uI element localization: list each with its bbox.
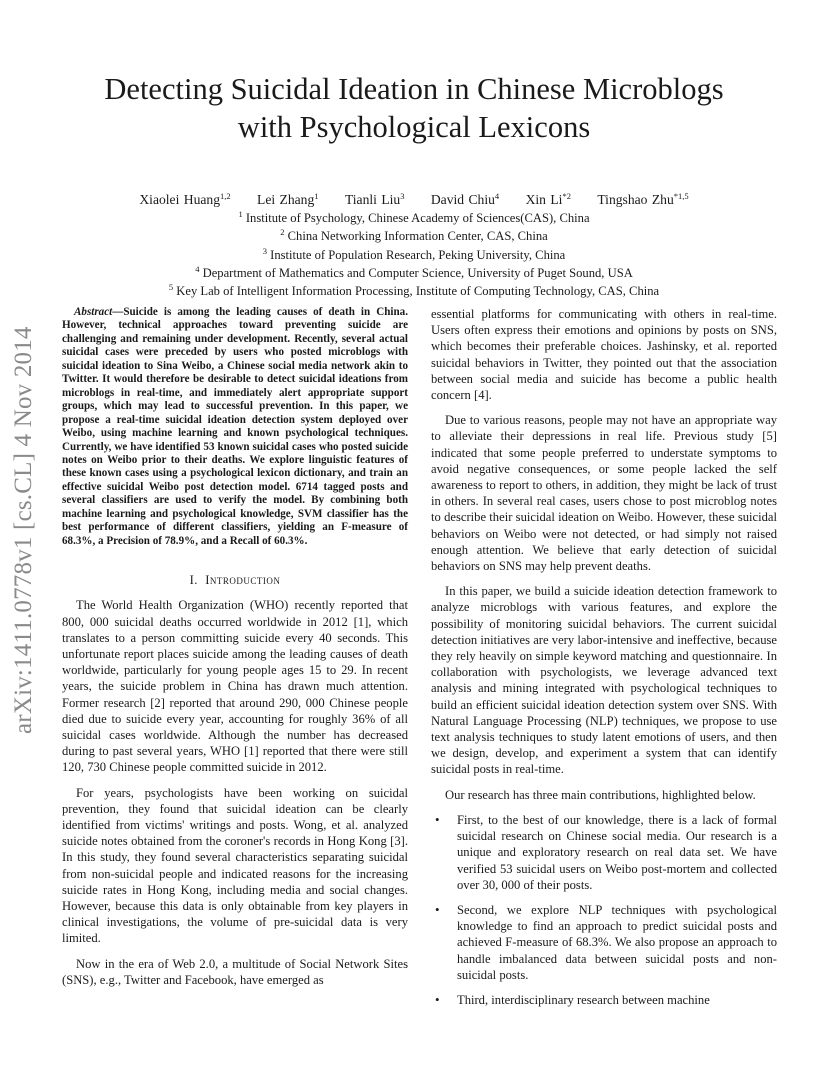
affiliation-number: 4 xyxy=(195,263,200,274)
paragraph: For years, psychologists have been working on suicidal prevention, they found that suicidal ideation can be clearly identified from victims' writings and posts. Wong, et al. analyzed suicide notes obtained from the coroner's records in Hong Kong [3]. In this study, they found several characteristics separating suicidal from non-suicidal people and indicated reasons for the increasing suicide rates in Hong Kong, including media and social changes. However, because this data is only obtainable from key players in clinical investigations, the volume of pre-suicidal data is very limited. xyxy=(62,785,408,946)
affiliation-list xyxy=(60,209,768,300)
section-numeral: I. xyxy=(189,573,198,588)
affiliation xyxy=(60,282,768,300)
affiliation-number: 2 xyxy=(280,227,285,238)
affiliation xyxy=(60,246,768,264)
arxiv-identifier-stamp: arXiv:1411.0778v1 [cs.CL] 4 Nov 2014 xyxy=(10,326,37,734)
list-item-text: First, to the best of our knowledge, there is a lack of formal suicidal research on Chinese social media. Our research is a unique and exploratory research on real data set. We have verified 53 suicidal users on Weibo post-mortem and collected over 30, 000 of their posts. xyxy=(457,812,777,892)
affiliation-text: Key Lab of Intelligent Information Processing, Institute of Computing Technology, CAS, China xyxy=(176,284,660,299)
paper-title xyxy=(60,70,768,146)
author-name: Xiaolei Huang xyxy=(139,192,220,207)
author-affiliation-mark: 1,2 xyxy=(220,191,231,201)
contributions-list xyxy=(431,812,777,1008)
paper-title-line: Detecting Suicidal Ideation in Chinese Microblogs xyxy=(104,72,724,106)
affiliation xyxy=(60,264,768,282)
list-item xyxy=(435,811,777,893)
bullet-icon: • xyxy=(435,991,440,1007)
list-item-text: Third, interdisciplinary research between machine xyxy=(457,992,710,1007)
affiliation-number: 5 xyxy=(168,282,174,293)
affiliation-text: Institute of Psychology, Chinese Academy of Sciences(CAS), China xyxy=(245,211,590,225)
author xyxy=(345,192,405,207)
author-name: Tingshao Zhu xyxy=(597,192,674,207)
author-name: Lei Zhang xyxy=(257,192,315,207)
author xyxy=(139,192,230,207)
author xyxy=(431,192,499,207)
affiliation-text: Department of Mathematics and Computer Science, University of Puget Sound, USA xyxy=(202,265,633,280)
list-item-text: Second, we explore NLP techniques with psychological knowledge to find an approach to predict suicidal posts and achieved F-measure of 68.3%. We also propose an approach to handle imbalanced data between suicidal posts and non-suicidal posts. xyxy=(457,902,777,982)
abstract-label: Abstract xyxy=(74,306,113,318)
bullet-icon: • xyxy=(435,901,440,917)
section-title: Introduction xyxy=(205,573,281,588)
author-affiliation-mark: *2 xyxy=(562,191,571,201)
author xyxy=(597,192,688,207)
author-affiliation-mark: 1 xyxy=(314,191,319,201)
paragraph: Due to various reasons, people may not have an appropriate way to alleviate their depressions in real life. Previous study [5] indicated that some people preferred to understate symptoms to avoid negative consequences, or some people lacked the self awareness to report to others, in addition, they might be lack of trust in others. In several real cases, users chose to post microblog notes to describe their suicidal ideation on Weibo. However, these suicidal behaviors on Weibo were not detected, or had simply not raised enough attention. We believe that early detection of suicidal behaviors on SNS may help prevent deaths. xyxy=(431,413,777,574)
author-list xyxy=(60,191,768,208)
left-column xyxy=(62,306,408,997)
affiliation-number: 3 xyxy=(262,245,267,256)
author-affiliation-mark: *1,5 xyxy=(673,191,689,201)
affiliation-text: China Networking Information Center, CAS, China xyxy=(287,229,548,244)
author-affiliation-mark: 4 xyxy=(494,191,500,201)
right-column xyxy=(431,306,777,1017)
affiliation xyxy=(60,209,768,227)
author-name: David Chiu xyxy=(430,192,495,207)
author-name: Tianli Liu xyxy=(344,192,401,207)
author-name: Xin Li xyxy=(525,192,563,207)
abstract-dash: — xyxy=(112,306,124,318)
abstract xyxy=(62,306,408,548)
paragraph: essential platforms for communicating with others in real-time. Users often express their emotions and opinions by posts on SNS, which becomes their preferable choices. Jashinsky, et al. reported suicidal behaviors in Twitter, they pointed out that the association between social media and suicide has become a public health concern [4]. xyxy=(431,307,777,403)
bullet-icon: • xyxy=(435,811,440,827)
paragraph: In this paper, we build a suicide ideation detection framework to analyze microblogs with various features, and explore the possibility of monitoring suicidal behaviors. The current suicidal detection initiatives are very labor-intensive and ineffective, because they rely heavily on simple keyword matching and questionnaire. In collaboration with psychologists, we leverage advanced text analysis and mining integrated with psychological techniques to build an efficient suicidal ideation detection system over SNS. With Natural Language Processing (NLP) techniques, we propose to use text analysis techniques to study latent emotions of users, and then we design, develop, and experiment a system that can identify suicidal posts in real-time. xyxy=(431,584,777,777)
author-affiliation-mark: 3 xyxy=(400,191,405,201)
author xyxy=(257,192,319,207)
section-heading-introduction xyxy=(62,572,408,588)
paper-title-line: with Psychological Lexicons xyxy=(237,110,591,144)
paragraph: The World Health Organization (WHO) recently reported that 800, 000 suicidal deaths occurred worldwide in 2012 [1], which translates to a person committing suicide every 40 seconds. This unfortunate report places suicide among the leading causes of death worldwide, particularly for young people ages 15 to 29. In recent years, the suicide problem in China has drawn much attention. Former research [2] reported that around 290, 000 Chinese people died due to suicide every year, accounting for roughly 36% of all suicidal cases worldwide. Although the number has decreased during to past several years, WHO [1] reported that there were still 120, 730 Chinese people committed suicide in 2012. xyxy=(62,598,408,775)
abstract-text: Suicide is among the leading causes of death in China. However, technical approaches toward preventing suicide are challenging and remaining under development. Recently, several actual suicidal cases were preceded by users who posted microblogs with suicidal ideation to Sina Weibo, a Chinese social media network akin to Twitter. It would therefore be desirable to detect suicidal ideations from microblogs in real-time, and immediately alert appropriate support groups, which may lead to successful prevention. In this paper, we propose a real-time suicidal ideation detection system deployed over Weibo, using machine learning and known psychological techniques. Currently, we have identified 53 known suicidal cases who posted suicide notes on Weibo prior to their deaths. We explore linguistic features of these known cases using a psychological lexicon dictionary, and train an effective suicidal Weibo post detection model. 6714 tagged posts and several classifiers are used to verify the model. By combining both machine learning and psychological knowledge, SVM classifier has the best performance of different classifiers, yielding an F-measure of 68.3%, a Precision of 78.9%, and a Recall of 60.3%. xyxy=(62,306,408,547)
paragraph: Our research has three main contributions, highlighted below. xyxy=(445,787,756,802)
affiliation-number: 1 xyxy=(238,209,243,219)
affiliation-text: Institute of Population Research, Peking University, China xyxy=(270,247,566,262)
list-item xyxy=(435,991,777,1008)
author xyxy=(526,192,571,207)
list-item xyxy=(435,901,777,983)
affiliation xyxy=(60,227,768,245)
paragraph: Now in the era of Web 2.0, a multitude of Social Network Sites (SNS), e.g., Twitter and Facebook, have emerged as xyxy=(62,956,408,987)
